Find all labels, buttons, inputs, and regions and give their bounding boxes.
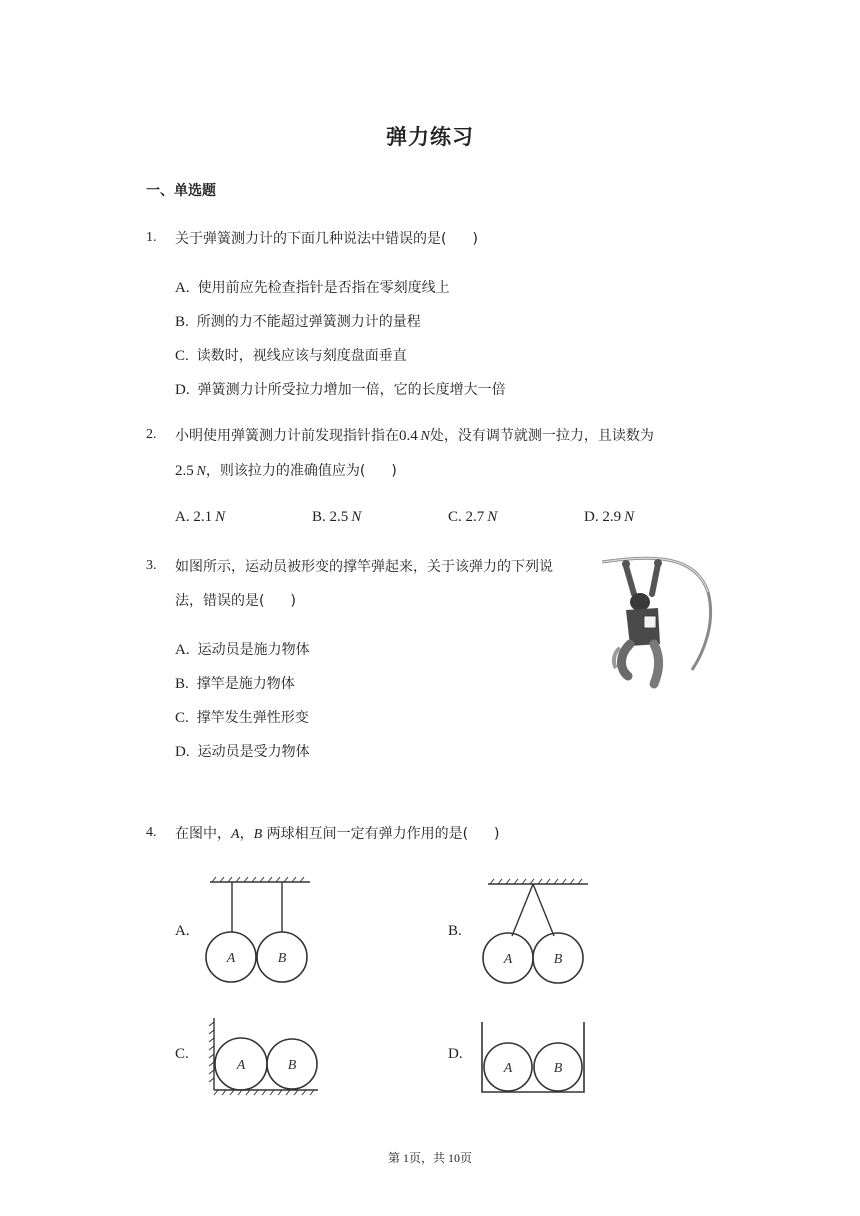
unit: N	[215, 509, 226, 525]
question-text-line1: 如图所示，运动员被形变的撑竿弹起来，关于该弹力的下列说	[175, 559, 553, 575]
option-d[interactable]	[175, 379, 506, 399]
option-label: A.	[175, 642, 190, 658]
question-close-paren: )	[494, 826, 500, 842]
figure-option-b-label[interactable]: B.	[448, 923, 462, 939]
figure-option-c-label[interactable]: C.	[175, 1046, 189, 1062]
question-stem: 关于弹簧测力计的下面几种说法中错误的是(	[175, 231, 447, 247]
ball-a-label: A	[503, 952, 513, 967]
ball-a-label: A	[503, 1061, 513, 1076]
option-text: 弹簧测力计所受拉力增加一倍，它的长度增大一倍	[197, 382, 506, 398]
option-value: 2.7	[465, 509, 485, 525]
ball-a-label: A	[236, 1058, 246, 1073]
ball-b-label: B	[553, 1061, 563, 1076]
option-value: 2.9	[602, 509, 622, 525]
option-text: 撑竿是施力物体	[196, 676, 295, 692]
ball-a-label: A	[226, 951, 236, 966]
figure-option-b	[476, 876, 592, 988]
option-text: 撑竿发生弹性形变	[196, 710, 309, 726]
question-stem: 处，没有调节就测一拉力，且读数为	[429, 428, 654, 444]
option-value: 2.5	[329, 509, 349, 525]
option-text: 使用前应先检查指针是否指在零刻度线上	[197, 280, 450, 296]
question-text	[175, 229, 478, 249]
option-b[interactable]	[312, 509, 361, 526]
separator: ，	[239, 826, 254, 842]
option-a[interactable]	[175, 639, 310, 659]
option-text: 运动员是受力物体	[197, 744, 310, 760]
option-value: 2.1	[193, 509, 213, 525]
option-text: 读数时，视线应该与刻度盘面垂直	[196, 348, 407, 364]
figure-option-d	[478, 1020, 590, 1096]
ball-b-label: B	[287, 1058, 297, 1073]
option-c[interactable]	[175, 345, 407, 365]
option-text: 运动员是施力物体	[197, 642, 310, 658]
question-text-line2	[175, 461, 397, 482]
unit: N	[624, 509, 635, 525]
page-footer: 第 1页，共 10页	[387, 1151, 472, 1165]
question-text-line1	[175, 426, 654, 447]
unit: N	[487, 509, 498, 525]
figure-option-c	[204, 1014, 322, 1100]
question-number: 3.	[146, 558, 157, 573]
page-title: 弹力练习	[386, 125, 474, 149]
number: 0.4	[399, 428, 418, 444]
option-c[interactable]	[175, 707, 309, 727]
option-label: D.	[175, 744, 190, 760]
question-number: 4.	[146, 825, 157, 840]
question-close-paren: )	[472, 231, 478, 247]
option-label: B.	[175, 314, 189, 330]
question-number: 2.	[146, 427, 157, 442]
option-label: D.	[175, 382, 190, 398]
section-heading: 一、单选题	[146, 183, 216, 199]
ball-b-label: B	[277, 951, 287, 966]
unit: N	[196, 464, 206, 479]
option-text: 所测的力不能超过弹簧测力计的量程	[196, 314, 421, 330]
option-label: C.	[448, 509, 462, 525]
question-number: 1.	[146, 230, 157, 245]
option-label: C.	[175, 710, 189, 726]
number: 2.5	[175, 463, 194, 479]
option-label: B.	[312, 509, 326, 525]
option-d[interactable]	[584, 509, 634, 526]
question-close-paren: )	[391, 463, 397, 479]
question-stem: 小明使用弹簧测力计前发现指针指在	[175, 428, 399, 444]
question-stem: 两球相互间一定有弹力作用的是(	[266, 826, 469, 842]
unit: N	[420, 429, 430, 444]
option-label: B.	[175, 676, 189, 692]
question-stem: ，则该拉力的准确值应为(	[205, 463, 366, 479]
option-a[interactable]	[175, 277, 450, 297]
option-b[interactable]	[175, 673, 295, 693]
pole-vault-athlete-image	[596, 552, 716, 692]
figure-option-d-label[interactable]: D.	[448, 1046, 463, 1062]
question-stem: 在图中，	[175, 826, 231, 842]
option-b[interactable]	[175, 311, 421, 331]
figure-option-a-label[interactable]: A.	[175, 923, 190, 939]
figure-option-a	[200, 876, 316, 988]
ball-b-label: B	[553, 952, 563, 967]
question-stem: 法，错误的是(	[175, 593, 265, 609]
option-label: A.	[175, 509, 190, 525]
variable-a: A	[231, 827, 240, 842]
option-a[interactable]	[175, 509, 225, 526]
unit: N	[351, 509, 362, 525]
option-c[interactable]	[448, 509, 497, 526]
option-d[interactable]	[175, 741, 310, 761]
option-label: D.	[584, 509, 599, 525]
option-label: C.	[175, 348, 189, 364]
question-text	[175, 824, 500, 845]
question-close-paren: )	[290, 593, 296, 609]
question-text-line2	[175, 591, 296, 611]
variable-b: B	[253, 827, 263, 842]
option-label: A.	[175, 280, 190, 296]
